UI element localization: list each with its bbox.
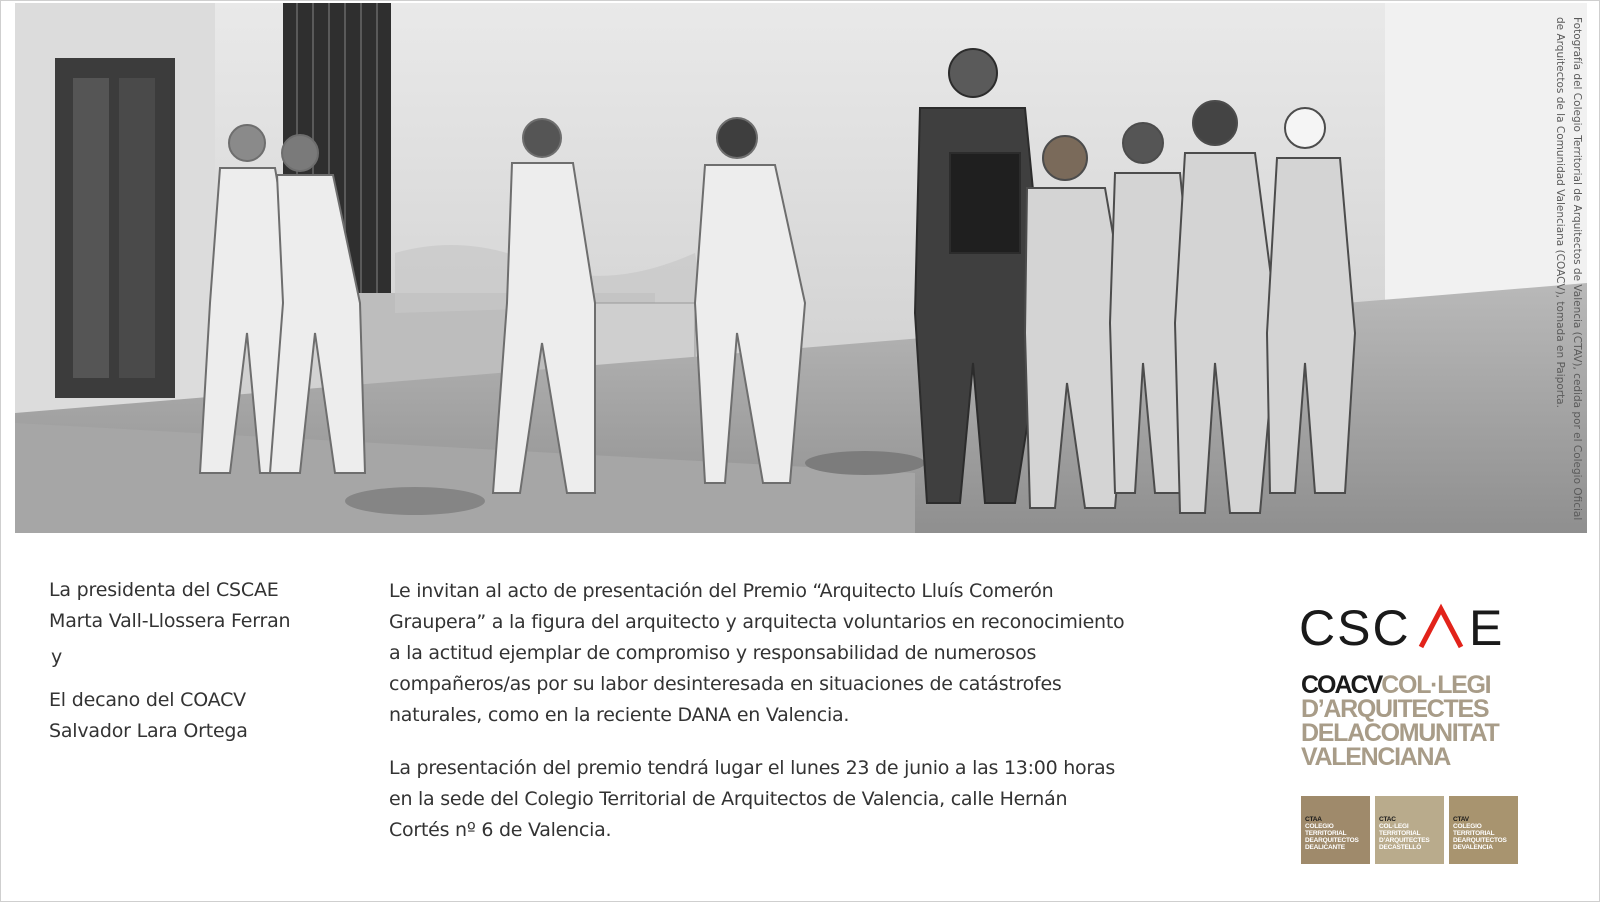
host-title-1: La presidenta del CSCAE bbox=[49, 579, 279, 601]
ctav-acronym: CTAV bbox=[1453, 816, 1469, 823]
ctac-line: D’ARQUITECTES bbox=[1379, 837, 1430, 844]
ctav-line: TERRITORIAL bbox=[1453, 830, 1495, 837]
ctac-line: DECASTELLÓ bbox=[1379, 844, 1422, 851]
cscae-logo bbox=[1299, 601, 1529, 653]
text-line: Graupera” a la figura del arquitecto y arquitecta voluntarios en reconocimiento bbox=[389, 611, 1125, 633]
text-line: a la actitud ejemplar de compromiso y responsabilidad de numerosos bbox=[389, 642, 1037, 664]
text-line: naturales, como en la reciente DANA en Valencia. bbox=[389, 704, 850, 726]
ctac-line: COL·LEGI bbox=[1379, 823, 1409, 830]
ctaa-line: DEARQUITECTOS bbox=[1305, 837, 1359, 844]
photo-credit bbox=[1503, 17, 1587, 527]
invitation-text bbox=[389, 576, 1249, 868]
ctac-acronym: CTAC bbox=[1379, 816, 1396, 823]
ctaa-line: COLEGIO bbox=[1305, 823, 1334, 830]
host-title-2: El decano del COACV bbox=[49, 689, 246, 711]
ctaa-logo bbox=[1301, 796, 1370, 864]
coacv-line-1: COL·LEGI bbox=[1381, 671, 1491, 699]
coacv-acronym: COACV bbox=[1301, 671, 1382, 699]
conjunction: y bbox=[51, 646, 63, 668]
host-name-2: Salvador Lara Ortega bbox=[49, 720, 248, 742]
host-name-1: Marta Vall-Llossera Ferran bbox=[49, 610, 291, 632]
text-line: en la sede del Colegio Territorial de Arquitectos de Valencia, calle Hernán bbox=[389, 788, 1068, 810]
ctav-line: DEARQUITECTOS bbox=[1453, 837, 1507, 844]
text-line: Le invitan al acto de presentación del Premio “Arquitecto Lluís Comerón bbox=[389, 580, 1054, 602]
photo-illustration bbox=[15, 3, 1587, 533]
ctaa-line: DEALICANTE bbox=[1305, 844, 1345, 851]
invitation-paragraph-1 bbox=[389, 576, 1249, 731]
volunteers-photo bbox=[15, 3, 1587, 533]
invitation-paragraph-2 bbox=[389, 753, 1249, 846]
hosts-block bbox=[49, 575, 369, 747]
ctaa-line: TERRITORIAL bbox=[1305, 830, 1347, 837]
ctav-logo bbox=[1449, 796, 1518, 864]
text-line: La presentación del premio tendrá lugar el lunes 23 de junio a las 13:00 horas bbox=[389, 757, 1116, 779]
ctac-logo bbox=[1375, 796, 1444, 864]
svg-text:E: E bbox=[1469, 601, 1503, 653]
text-line: Cortés nº 6 de Valencia. bbox=[389, 819, 612, 841]
ctaa-acronym: CTAA bbox=[1305, 816, 1322, 823]
ctav-line: DEVALENCIA bbox=[1453, 844, 1493, 851]
coacv-line-2: D’ARQUITECTES bbox=[1301, 695, 1489, 723]
territorial-colleges-logos bbox=[1301, 796, 1521, 864]
coacv-line-3: DELACOMUNITAT bbox=[1301, 719, 1499, 747]
svg-text:CSC: CSC bbox=[1299, 601, 1411, 653]
ctav-line: COLEGIO bbox=[1453, 823, 1482, 830]
text-line: compañeros/as por su labor desinteresada en situaciones de catástrofes bbox=[389, 673, 1062, 695]
ctac-line: TERRITORIAL bbox=[1379, 830, 1421, 837]
coacv-logo bbox=[1301, 673, 1531, 769]
coacv-line-4: VALENCIANA bbox=[1301, 743, 1451, 771]
photo-credit-text: Fotografía del Colegio Territorial de Arquitectos de Valencia (CTAV), cedida por el Colegio Oficial de Arquitectos de la Comunidad Valenciana (COACV), tomada en Paiporta. bbox=[1554, 17, 1583, 521]
